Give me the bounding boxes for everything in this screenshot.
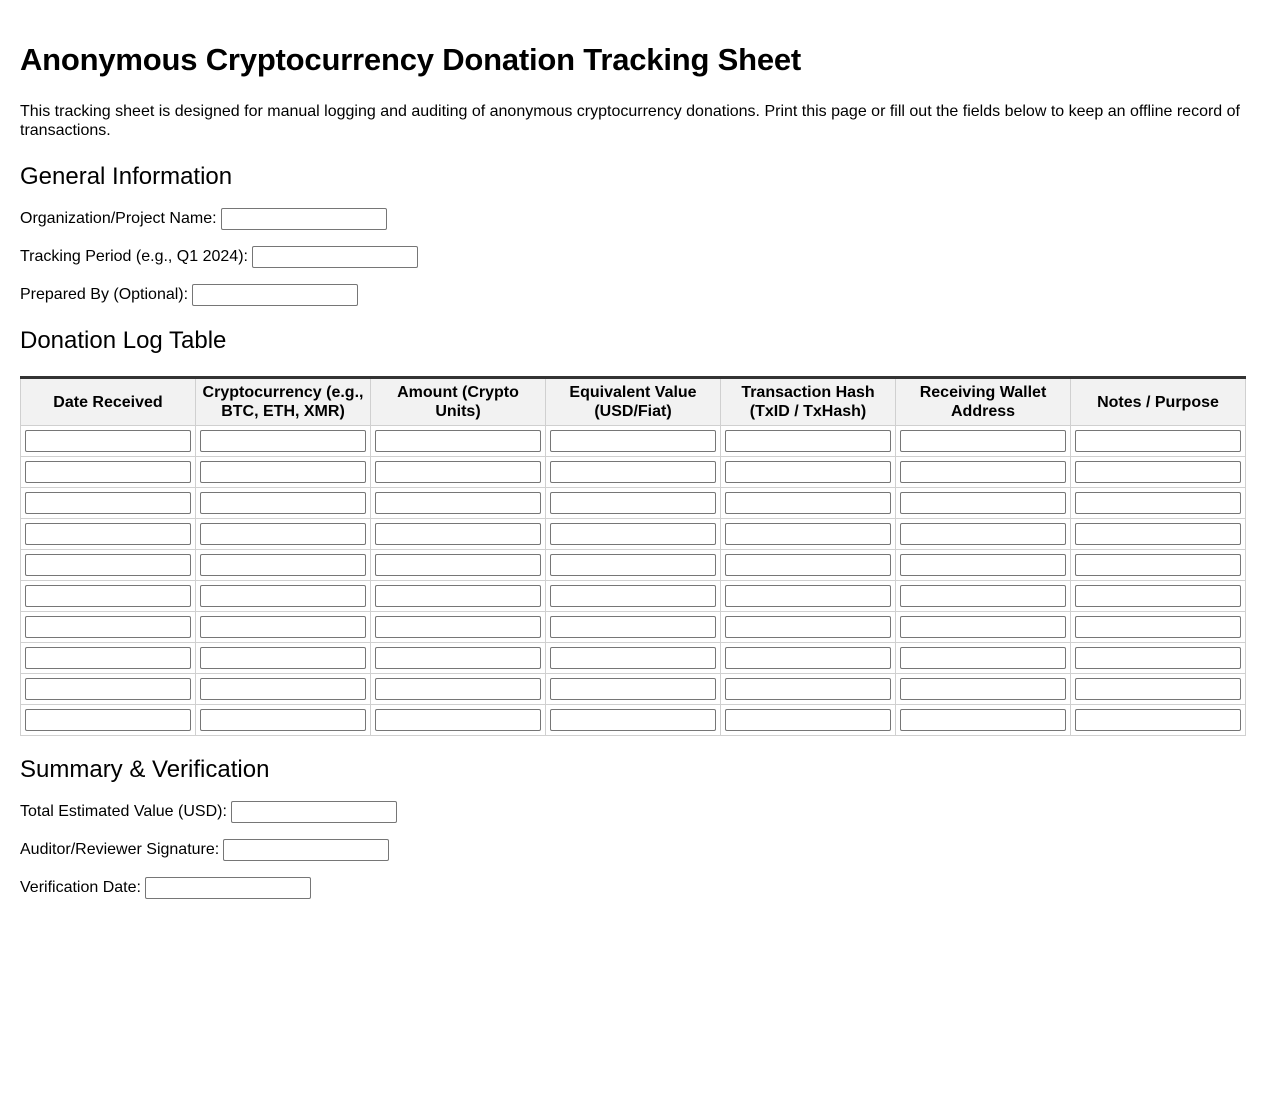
table-cell xyxy=(721,457,896,488)
cryptocurrency-cell-input[interactable] xyxy=(200,430,366,452)
notes-cell-input[interactable] xyxy=(1075,585,1241,607)
table-cell xyxy=(21,426,196,457)
cryptocurrency-cell-input[interactable] xyxy=(200,492,366,514)
table-cell xyxy=(1071,705,1246,736)
transaction-hash-cell-input[interactable] xyxy=(725,554,891,576)
receiving-wallet-cell-input[interactable] xyxy=(900,523,1066,545)
table-cell xyxy=(196,705,371,736)
table-cell xyxy=(721,581,896,612)
equivalent-value-cell-input[interactable] xyxy=(550,492,716,514)
table-cell xyxy=(371,705,546,736)
donation-log-section xyxy=(20,327,1242,736)
receiving-wallet-cell-input[interactable] xyxy=(900,492,1066,514)
transaction-hash-cell-input[interactable] xyxy=(725,430,891,452)
notes-cell-input[interactable] xyxy=(1075,554,1241,576)
table-row xyxy=(21,612,1246,643)
table-cell xyxy=(721,705,896,736)
table-cell xyxy=(196,488,371,519)
table-cell xyxy=(21,550,196,581)
table-cell xyxy=(1071,674,1246,705)
notes-cell-input[interactable] xyxy=(1075,523,1241,545)
table-cell xyxy=(546,550,721,581)
amount-cell-input[interactable] xyxy=(375,709,541,731)
table-cell xyxy=(721,426,896,457)
table-row xyxy=(21,674,1246,705)
table-cell xyxy=(721,643,896,674)
auditor-signature-row xyxy=(20,839,1242,861)
receiving-wallet-cell-input[interactable] xyxy=(900,616,1066,638)
date-received-cell-input[interactable] xyxy=(25,709,191,731)
table-cell xyxy=(721,519,896,550)
table-row xyxy=(21,581,1246,612)
cryptocurrency-cell-input[interactable] xyxy=(200,616,366,638)
receiving-wallet-cell-input[interactable] xyxy=(900,585,1066,607)
notes-cell-input[interactable] xyxy=(1075,616,1241,638)
receiving-wallet-cell-input[interactable] xyxy=(900,647,1066,669)
table-cell xyxy=(371,519,546,550)
receiving-wallet-cell-input[interactable] xyxy=(900,678,1066,700)
receiving-wallet-cell-input[interactable] xyxy=(900,430,1066,452)
auditor-signature-input[interactable] xyxy=(223,839,389,861)
table-cell xyxy=(21,457,196,488)
cryptocurrency-cell-input[interactable] xyxy=(200,461,366,483)
table-cell xyxy=(546,643,721,674)
total-value-row xyxy=(20,801,1242,823)
cryptocurrency-cell-input[interactable] xyxy=(200,709,366,731)
date-received-cell-input[interactable] xyxy=(25,678,191,700)
table-cell xyxy=(546,705,721,736)
equivalent-value-cell-input[interactable] xyxy=(550,430,716,452)
table-cell xyxy=(896,519,1071,550)
table-cell xyxy=(896,550,1071,581)
table-cell xyxy=(1071,643,1246,674)
table-header-row xyxy=(21,378,1246,426)
table-cell xyxy=(21,612,196,643)
table-cell xyxy=(546,457,721,488)
table-row xyxy=(21,426,1246,457)
date-received-cell-input[interactable] xyxy=(25,647,191,669)
total-value-input[interactable] xyxy=(231,801,397,823)
table-cell xyxy=(896,643,1071,674)
table-cell xyxy=(546,581,721,612)
transaction-hash-cell-input[interactable] xyxy=(725,647,891,669)
general-information-section xyxy=(20,163,1242,306)
table-cell xyxy=(721,550,896,581)
table-cell xyxy=(546,488,721,519)
table-cell xyxy=(21,488,196,519)
table-cell xyxy=(371,643,546,674)
equivalent-value-cell-input[interactable] xyxy=(550,523,716,545)
auditor-signature-label: Auditor/Reviewer Signature: xyxy=(20,841,220,858)
notes-cell-input[interactable] xyxy=(1075,461,1241,483)
table-cell xyxy=(371,612,546,643)
date-received-cell-input[interactable] xyxy=(25,461,191,483)
prepared-by-row xyxy=(20,284,1242,306)
table-row xyxy=(21,457,1246,488)
transaction-hash-cell-input[interactable] xyxy=(725,678,891,700)
transaction-hash-cell-input[interactable] xyxy=(725,585,891,607)
table-cell xyxy=(196,519,371,550)
column-header-receiving-wallet: Receiving Wallet Address xyxy=(896,378,1071,426)
amount-cell-input[interactable] xyxy=(375,523,541,545)
table-cell xyxy=(196,550,371,581)
tracking-period-input[interactable] xyxy=(252,246,418,268)
table-cell xyxy=(21,519,196,550)
table-cell xyxy=(1071,612,1246,643)
cryptocurrency-cell-input[interactable] xyxy=(200,554,366,576)
table-cell xyxy=(196,612,371,643)
tracking-period-row xyxy=(20,246,1242,268)
amount-cell-input[interactable] xyxy=(375,461,541,483)
table-cell xyxy=(896,581,1071,612)
table-cell xyxy=(1071,550,1246,581)
table-row xyxy=(21,705,1246,736)
prepared-by-label: Prepared By (Optional): xyxy=(20,286,189,303)
equivalent-value-cell-input[interactable] xyxy=(550,461,716,483)
table-cell xyxy=(196,457,371,488)
organization-name-label: Organization/Project Name: xyxy=(20,210,217,227)
table-cell xyxy=(1071,488,1246,519)
notes-cell-input[interactable] xyxy=(1075,709,1241,731)
table-cell xyxy=(1071,519,1246,550)
amount-cell-input[interactable] xyxy=(375,678,541,700)
equivalent-value-cell-input[interactable] xyxy=(550,647,716,669)
table-cell xyxy=(546,612,721,643)
date-received-cell-input[interactable] xyxy=(25,554,191,576)
table-cell xyxy=(721,612,896,643)
verification-date-label: Verification Date: xyxy=(20,879,141,896)
table-cell xyxy=(21,705,196,736)
amount-cell-input[interactable] xyxy=(375,647,541,669)
table-cell xyxy=(721,488,896,519)
table-cell xyxy=(896,426,1071,457)
equivalent-value-cell-input[interactable] xyxy=(550,554,716,576)
table-cell xyxy=(546,519,721,550)
column-header-cryptocurrency: Cryptocurrency (e.g., BTC, ETH, XMR) xyxy=(196,378,371,426)
table-cell xyxy=(196,426,371,457)
notes-cell-input[interactable] xyxy=(1075,492,1241,514)
table-cell xyxy=(1071,426,1246,457)
table-row xyxy=(21,488,1246,519)
cryptocurrency-cell-input[interactable] xyxy=(200,647,366,669)
equivalent-value-cell-input[interactable] xyxy=(550,616,716,638)
cryptocurrency-cell-input[interactable] xyxy=(200,523,366,545)
receiving-wallet-cell-input[interactable] xyxy=(900,709,1066,731)
verification-date-row xyxy=(20,877,1242,899)
table-cell xyxy=(371,674,546,705)
date-received-cell-input[interactable] xyxy=(25,585,191,607)
transaction-hash-cell-input[interactable] xyxy=(725,461,891,483)
table-cell xyxy=(371,426,546,457)
table-cell xyxy=(196,581,371,612)
date-received-cell-input[interactable] xyxy=(25,523,191,545)
donation-log-heading: Donation Log Table xyxy=(20,327,227,354)
donation-log-body xyxy=(21,426,1246,736)
date-received-cell-input[interactable] xyxy=(25,430,191,452)
table-cell xyxy=(896,457,1071,488)
equivalent-value-cell-input[interactable] xyxy=(550,709,716,731)
donation-log-table xyxy=(20,376,1246,736)
transaction-hash-cell-input[interactable] xyxy=(725,523,891,545)
table-row xyxy=(21,550,1246,581)
table-cell xyxy=(1071,457,1246,488)
intro-text: This tracking sheet is designed for manual logging and auditing of anonymous cryptocurrency donations. Print this page or fill out the fields below to keep an offline record of transactions. xyxy=(20,103,1240,139)
organization-name-row xyxy=(20,208,1242,230)
table-cell xyxy=(371,581,546,612)
receiving-wallet-cell-input[interactable] xyxy=(900,461,1066,483)
page-title: Anonymous Cryptocurrency Donation Tracking Sheet xyxy=(20,42,802,77)
table-cell xyxy=(546,674,721,705)
table-cell xyxy=(896,705,1071,736)
table-row xyxy=(21,643,1246,674)
table-row xyxy=(21,519,1246,550)
column-header-notes: Notes / Purpose xyxy=(1071,378,1246,426)
table-cell xyxy=(896,488,1071,519)
column-header-equivalent-value: Equivalent Value (USD/Fiat) xyxy=(546,378,721,426)
prepared-by-input[interactable] xyxy=(192,284,358,306)
column-header-amount: Amount (Crypto Units) xyxy=(371,378,546,426)
table-cell xyxy=(371,457,546,488)
general-information-heading: General Information xyxy=(20,163,233,190)
table-cell xyxy=(896,612,1071,643)
table-cell xyxy=(721,674,896,705)
notes-cell-input[interactable] xyxy=(1075,647,1241,669)
amount-cell-input[interactable] xyxy=(375,585,541,607)
cryptocurrency-cell-input[interactable] xyxy=(200,678,366,700)
column-header-transaction-hash: Transaction Hash (TxID / TxHash) xyxy=(721,378,896,426)
cryptocurrency-cell-input[interactable] xyxy=(200,585,366,607)
table-cell xyxy=(21,674,196,705)
table-cell xyxy=(896,674,1071,705)
equivalent-value-cell-input[interactable] xyxy=(550,678,716,700)
table-cell xyxy=(21,643,196,674)
table-cell xyxy=(21,581,196,612)
transaction-hash-cell-input[interactable] xyxy=(725,709,891,731)
amount-cell-input[interactable] xyxy=(375,492,541,514)
date-received-cell-input[interactable] xyxy=(25,616,191,638)
summary-section xyxy=(20,756,1242,899)
total-value-label: Total Estimated Value (USD): xyxy=(20,803,227,820)
summary-heading: Summary & Verification xyxy=(20,756,270,783)
organization-name-input[interactable] xyxy=(221,208,387,230)
table-cell xyxy=(546,426,721,457)
table-cell xyxy=(371,488,546,519)
table-cell xyxy=(371,550,546,581)
verification-date-input[interactable] xyxy=(145,877,311,899)
amount-cell-input[interactable] xyxy=(375,616,541,638)
table-cell xyxy=(196,674,371,705)
amount-cell-input[interactable] xyxy=(375,554,541,576)
tracking-period-label: Tracking Period (e.g., Q1 2024): xyxy=(20,248,248,265)
notes-cell-input[interactable] xyxy=(1075,430,1241,452)
date-received-cell-input[interactable] xyxy=(25,492,191,514)
equivalent-value-cell-input[interactable] xyxy=(550,585,716,607)
transaction-hash-cell-input[interactable] xyxy=(725,492,891,514)
notes-cell-input[interactable] xyxy=(1075,678,1241,700)
table-cell xyxy=(196,643,371,674)
transaction-hash-cell-input[interactable] xyxy=(725,616,891,638)
receiving-wallet-cell-input[interactable] xyxy=(900,554,1066,576)
column-header-date-received: Date Received xyxy=(21,378,196,426)
table-cell xyxy=(1071,581,1246,612)
amount-cell-input[interactable] xyxy=(375,430,541,452)
